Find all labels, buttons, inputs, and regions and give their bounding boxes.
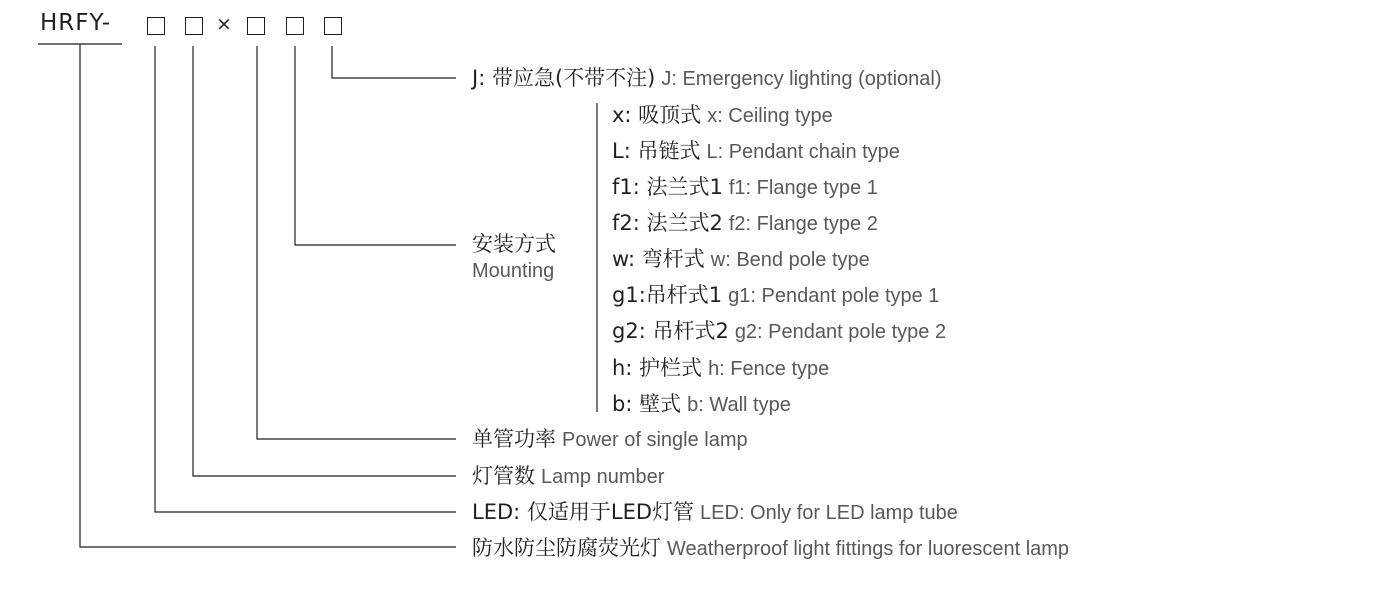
option-en: h: Fence type	[708, 358, 830, 380]
mounting-en: Mounting	[472, 260, 555, 282]
connector-lamp-number	[193, 46, 456, 476]
code-box-2	[185, 17, 203, 35]
option-cn: L: 吊链式	[612, 139, 701, 163]
mounting-option	[612, 209, 878, 237]
option-en: x: Ceiling type	[707, 105, 833, 127]
connector-led	[155, 46, 456, 512]
code-box-4	[286, 17, 304, 35]
mounting-option	[612, 317, 946, 345]
mounting-option	[612, 137, 900, 165]
code-box-5	[324, 17, 342, 35]
power-label	[472, 425, 748, 453]
option-cn: g1:吊杆式1	[612, 283, 723, 307]
mounting-label	[472, 230, 556, 284]
option-en: L: Pendant chain type	[706, 141, 900, 163]
times-sign: ×	[216, 13, 232, 35]
product-cn: 防水防尘防腐荧光灯	[472, 536, 661, 560]
option-en: g1: Pendant pole type 1	[728, 285, 940, 307]
connector-product	[80, 44, 456, 547]
lamp-number-label	[472, 462, 664, 490]
led-en: LED: Only for LED lamp tube	[700, 502, 958, 524]
power-cn: 单管功率	[472, 427, 556, 451]
model-code-prefix: HRFY-	[40, 10, 112, 36]
option-cn: g2: 吊杆式2	[612, 319, 729, 343]
option-cn: b: 壁式	[612, 392, 682, 416]
code-box-1	[147, 17, 165, 35]
mounting-option	[612, 173, 878, 201]
emergency-label	[472, 64, 941, 92]
option-cn: h: 护栏式	[612, 356, 703, 380]
led-label	[472, 498, 958, 526]
product-label	[472, 534, 1069, 562]
option-en: b: Wall type	[687, 394, 791, 416]
option-cn: w: 弯杆式	[612, 247, 705, 271]
option-en: g2: Pendant pole type 2	[734, 321, 947, 343]
option-cn: f2: 法兰式2	[612, 211, 723, 235]
power-en: Power of single lamp	[562, 429, 748, 451]
mounting-cn: 安装方式	[472, 232, 556, 256]
option-en: w: Bend pole type	[710, 249, 870, 271]
emergency-en: J: Emergency lighting (optional)	[661, 68, 942, 90]
mounting-option	[612, 101, 833, 129]
mounting-option	[612, 354, 829, 382]
lamp-number-en: Lamp number	[541, 466, 665, 488]
emergency-cn: J: 带应急(不带不注)	[472, 66, 656, 90]
connector-mounting	[295, 46, 456, 245]
option-cn: f1: 法兰式1	[612, 175, 723, 199]
option-en: f2: Flange type 2	[728, 213, 878, 235]
mounting-option	[612, 390, 791, 418]
code-box-3	[247, 17, 265, 35]
lamp-number-cn: 灯管数	[472, 464, 535, 488]
option-cn: x: 吸顶式	[612, 103, 702, 127]
connector-emergency	[332, 46, 456, 78]
led-cn: LED: 仅适用于LED灯管	[472, 500, 695, 524]
mounting-option	[612, 281, 939, 309]
option-en: f1: Flange type 1	[728, 177, 878, 199]
mounting-option	[612, 245, 870, 273]
connector-power	[257, 46, 456, 439]
product-en: Weatherproof light fittings for luorescent lamp	[667, 538, 1070, 560]
